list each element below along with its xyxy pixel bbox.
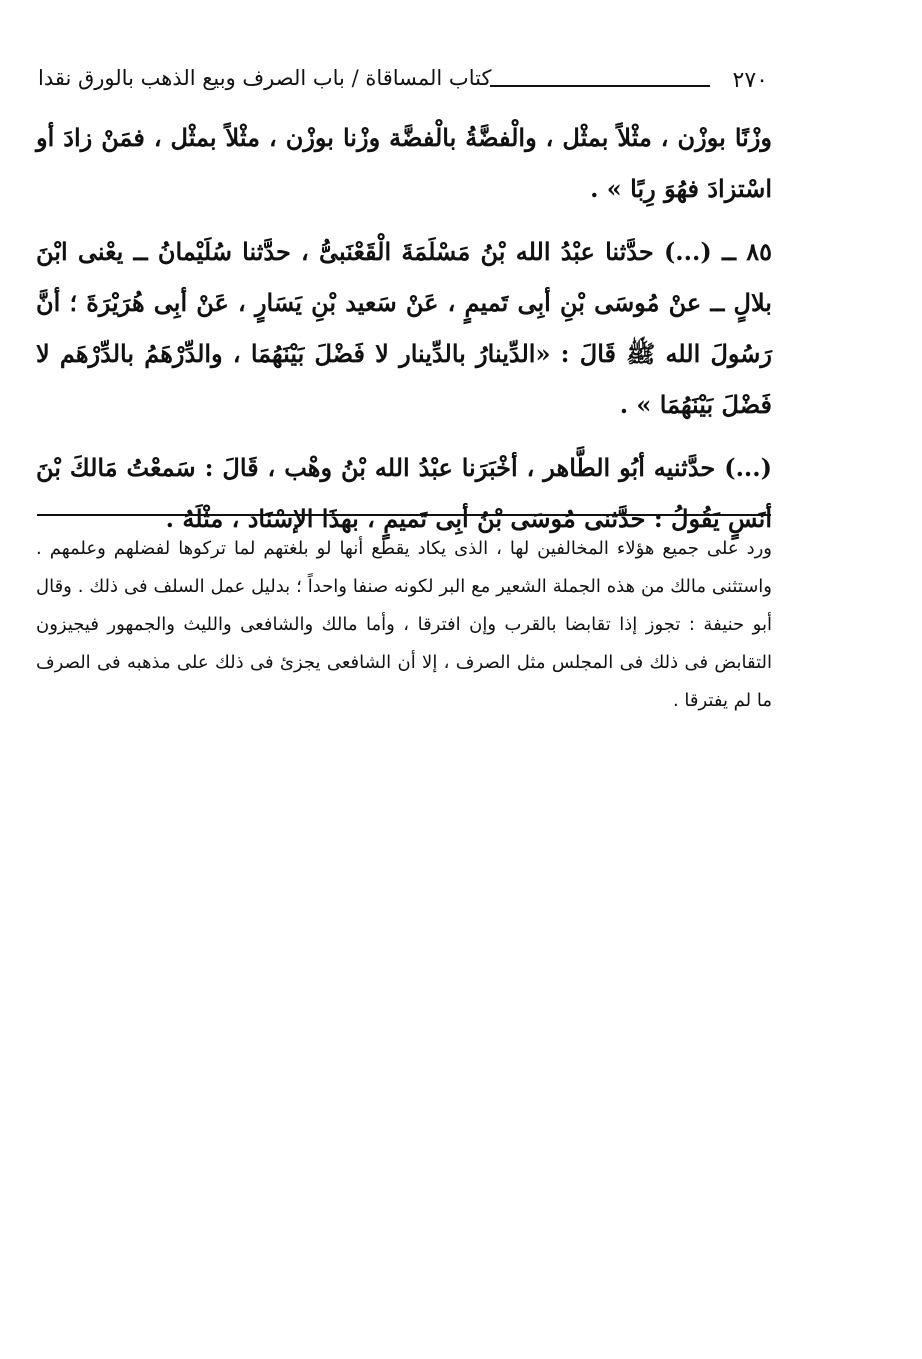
header-rule bbox=[490, 85, 710, 87]
hadith-85: ٨٥ ــ (...) حدَّثنا عبْدُ الله بْنُ مَسْلَمَةَ الْقَعْنَبىُّ ، حدَّثنا سُلَيْمانُ ــ يعْنى ابْنَ بلالٍ ــ عنْ مُوسَى بْنِ أبِى تَميمٍ ، عَنْ سَعيد بْنِ يَسَارٍ ، عَنْ أبِى هُرَيْرَةَ ؛ أنَّ رَسُولَ الله ﷺ قَالَ : «الدِّينارُ بالدِّينار لا فَضْلَ بَيْنَهُمَا ، والدِّرْهَمُ بالدِّرْهَم لا فَضْلَ بَيْنَهُمَا » . bbox=[36, 237, 772, 419]
hadith-85-chain: (...) حدَّثنيه أبُو الطَّاهر ، أخْبَرَنا عبْدُ الله بْنُ وهْب ، قَالَ : سَمعْتُ مَالكَ بْنَ أنَسٍ يَقُولُ : حدَّثنى مُوسَى بْنُ أبِى تَميمٍ ، بهذَا الإسْنَاد ، مثْلَهُ . bbox=[36, 453, 772, 533]
main-text bbox=[36, 112, 772, 544]
page-header bbox=[38, 66, 768, 106]
footnote-text: ورد على جميع هؤلاء المخالفين لها ، الذى يكاد يقطع أنها لو بلغتهم لما تركوها لفضلهم وعلمهم . واستثنى مالك من هذه الجملة الشعير مع البر لكونه صنفا واحداً ؛ بدليل عمل السلف فى ذلك . وقال أبو حنيفة : تجوز إذا تقابضا بالقرب وإن افترقا ، وأما مالك والشافعى والليث والجمهور فيجيزون التقابض فى ذلك فى المجلس مثل الصرف ، إلا أن الشافعى يجزئ فى ذلك على مذهبه فى الصرف ما لم يفترقا . bbox=[36, 538, 772, 711]
footnote bbox=[36, 530, 772, 720]
running-title: كتاب المساقاة / باب الصرف وبيع الذهب بالورق نقدا bbox=[38, 66, 492, 90]
page-number: ٢٧٠ bbox=[732, 68, 768, 93]
paragraph-continuation: وزْنًا بوزْن ، مثْلاً بمثْل ، والْفضَّةُ بالْفضَّة وزْنا بوزْن ، مثْلاً بمثْل ، فمَنْ زادَ أو اسْتزادَ فهُوَ رِبًا » . bbox=[36, 123, 772, 203]
footnote-divider bbox=[37, 514, 771, 516]
